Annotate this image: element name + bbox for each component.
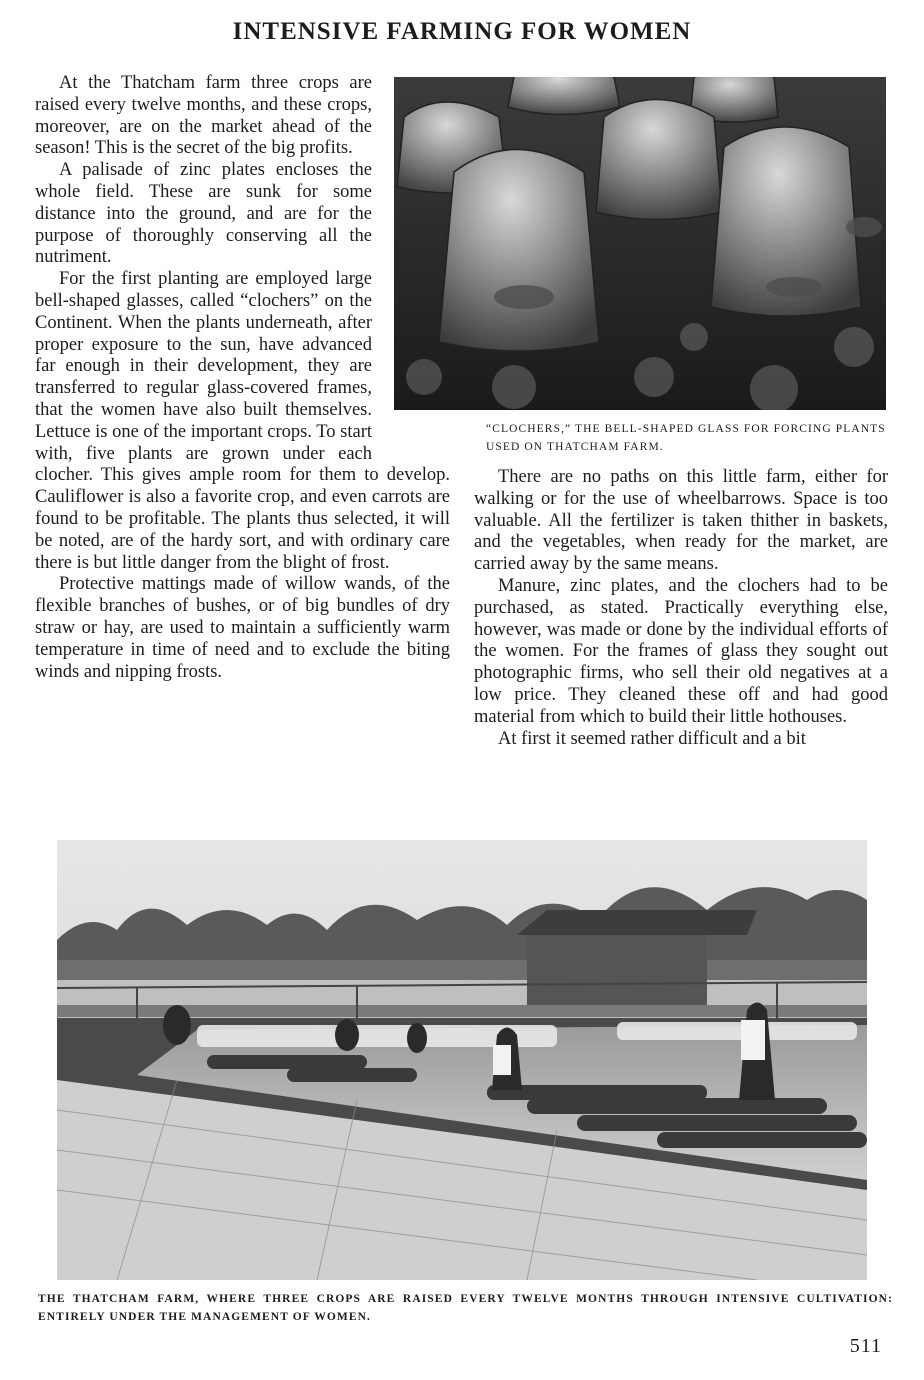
cloches-illustration <box>394 77 886 410</box>
paragraph: At first it seemed rather difficult and a bit <box>498 728 806 749</box>
left-column <box>35 73 450 683</box>
farm-caption: THE THATCHAM FARM, WHERE THREE CROPS ARE RAISED EVERY TWELVE MONTHS THROUGH INTENSIVE CULTIVATION: ENTIRELY UNDER THE MANAGEMENT OF WOMEN. <box>38 1293 893 1323</box>
cloches-photo <box>394 77 886 410</box>
page-title: INTENSIVE FARMING FOR WOMEN <box>232 18 692 45</box>
farm-photo <box>57 840 867 1280</box>
paragraph: Protective mattings made of willow wands, of the flexible branches of bushes, or of big bundles of dry straw or hay, are used to maintain a sufficiently warm temperature in time of need and to exclude the biting winds and nipping frosts. <box>35 574 450 682</box>
page-number: 511 <box>849 1335 882 1357</box>
paragraph: Manure, zinc plates, and the clochers had to be purchased, as stated. Practically everything else, however, was made or done by the individual efforts of the women. For the frames of glass they sought out photographic firms, who sell their old negatives at a low price. They cleaned these off and had good material from which to build their little hothouses. <box>474 575 888 727</box>
paragraph: A palisade of zinc plates encloses the whole field. These are sunk for some distance into the ground, and are for the purpose of thoroughly conserving all the nutriment. <box>35 160 372 268</box>
paragraph: At the Thatcham farm three crops are raised every twelve months, and these crops, moreover, are on the market ahead of the season! This is the secret of the big profits. <box>35 73 372 159</box>
paragraph: For the first planting are employed large bell-shaped glasses, called “clochers” on the Continent. When the plants underneath, after proper exposure to the sun, have advanced far enough in their development, they are transferred to regular glass-covered frames, that the women have also built themselves. Lettuce is one of the important crops. To start with, five plants are grown under each clocher. This gives ample room for them to develop. Cauliflower is also a favorite crop, and even carrots are found to be profitable. The plants thus selected, it will be noted, are of the hardy sort, and with ordinary care there is but little danger from the blight of frost. <box>35 269 450 573</box>
right-column <box>474 467 888 750</box>
paragraph: There are no paths on this little farm, either for walking or for the use of wheelbarrows. Space is too valuable. All the fertilizer is taken thither in baskets, and the vegetables, when ready for the market, are carried away by the same means. <box>474 467 888 575</box>
cloches-caption: “CLOCHERS,” THE BELL-SHAPED GLASS FOR FORCING PLANTS USED ON THATCHAM FARM. <box>486 423 886 453</box>
photo-float-space <box>372 73 450 451</box>
farm-illustration <box>57 840 867 1280</box>
